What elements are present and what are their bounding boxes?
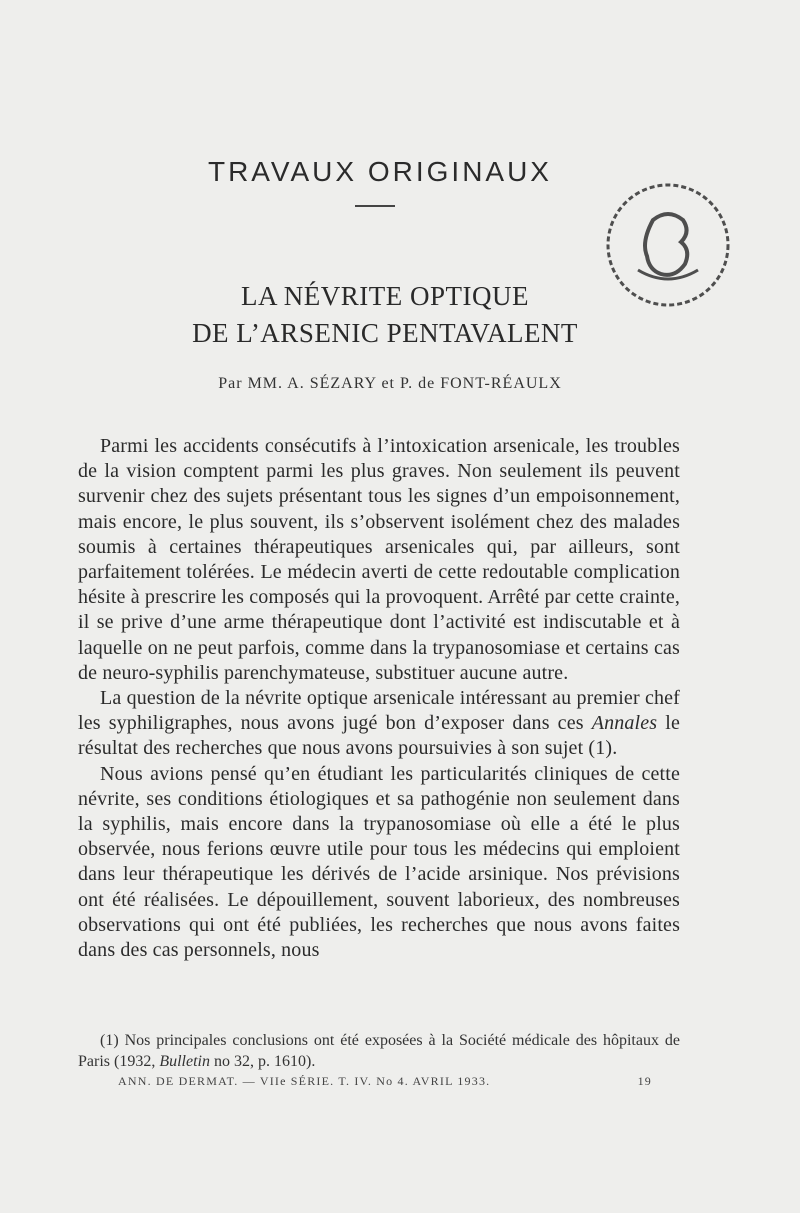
paragraph-2-text-a: La question de la névrite optique arsenicale intéressant au premier chef les syphiligraphes, nous avons jugé bon d’exposer dans ces [78, 687, 680, 735]
footnote-text-a: (1) Nos principales conclusions ont été exposées à la Société médicale des hôpitaux de Paris (1932, [78, 1032, 680, 1070]
paragraph-2 [78, 686, 680, 762]
page-footer [118, 1074, 652, 1089]
title-rule [355, 205, 395, 207]
paragraph-2-text-b: le résultat des recherches que nous avons poursuivies à son sujet (1). [78, 712, 680, 760]
library-stamp-icon [598, 150, 738, 330]
article-body [78, 434, 680, 963]
section-title: TRAVAUX ORIGINAUX [207, 156, 552, 187]
paragraph-3: Nous avions pensé qu’en étudiant les particularités cliniques de cette névrite, ses conditions étiologiques et sa pathogénie non seulement dans la syphilis, mais encore dans la trypanosomiase où elle a été le plus observée, nous ferions œuvre utile pour tous les médecins qui emploient dans leur thérapeutique les dérivés de l’acide arsinique. Nos prévisions ont été réalisées. Le dépouillement, souvent laborieux, des nombreuses observations qui ont été publiées, les recherches que nous avons faites dans des cas personnels, nous [78, 762, 680, 962]
journal-name-italic: Annales [591, 712, 658, 735]
journal-reference: ANN. DE DERMAT. — VIIe SÉRIE. T. IV. No 4. AVRIL 1933. [118, 1074, 491, 1088]
footnote [78, 1030, 680, 1072]
paragraph-1: Parmi les accidents consécutifs à l’intoxication arsenicale, les troubles de la vision comptent parmi les plus graves. Non seulement ils peuvent survenir chez des sujets présentant tous les signes d’un empoisonnement, mais encore, le plus souvent, ils s’observent isolément chez des malades soumis à certaines thérapeutiques arsenicales qui, par ailleurs, sont parfaitement tolérées. Le médecin averti de cette redoutable complication hésite à prescrire les composés qui la provoquent. Arrêté par cette crainte, il se prive d’une arme thérapeutique dont l’activité est indiscutable et à laquelle on ne peut parfois, comme dans la trypanosomiase et certains cas de neuro-syphilis parenchymateuse, substituer aucune autre. [78, 435, 680, 684]
footnote-text-b: no 32, p. 1610). [209, 1053, 316, 1070]
authors-line: Par MM. A. SÉZARY et P. de FONT-RÉAULX [218, 375, 562, 392]
article-title-line-2: DE L’ARSENIC PENTAVALENT [192, 318, 578, 348]
article-title-line-1: LA NÉVRITE OPTIQUE [241, 281, 529, 311]
footnote-italic: Bulletin [159, 1053, 210, 1070]
page-number: 19 [637, 1074, 652, 1088]
